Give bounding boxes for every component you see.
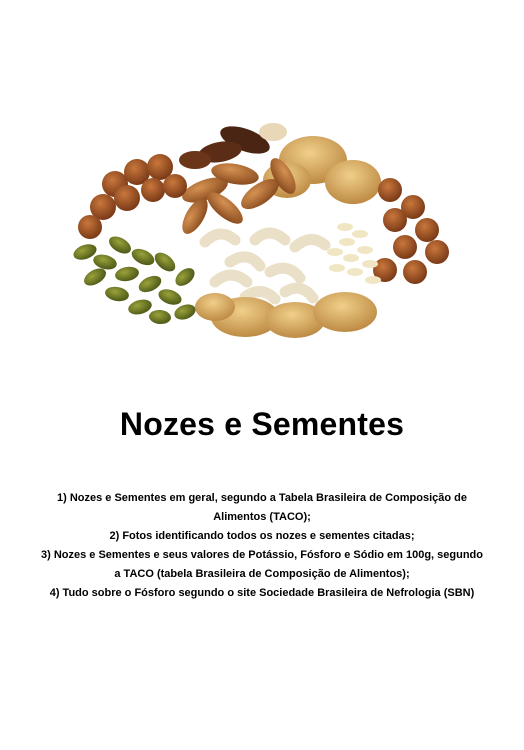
- list-item: 4) Tudo sobre o Fósforo segundo o site Sociedade Brasileira de Nefrologia (SBN): [49, 587, 475, 599]
- list-item: 3) Nozes e Sementes e seus valores de Potássio, Fósforo e Sódio em 100g, segundo a TACO (tabela Brasileira de Composição de Alimentos);: [41, 549, 483, 580]
- walnuts-front: [195, 292, 377, 338]
- pine-nuts: [327, 223, 381, 284]
- nuts-illustration: [55, 112, 469, 340]
- cashews: [205, 233, 325, 299]
- pistachios: [71, 233, 198, 325]
- nuts-photo: [55, 112, 469, 340]
- hazelnuts-left: [78, 154, 187, 239]
- page-title: Nozes e Sementes: [119, 406, 405, 442]
- contents-list: [40, 489, 484, 603]
- list-item: 2) Fotos identificando todos os nozes e sementes citadas;: [109, 530, 415, 542]
- hazelnuts-right: [373, 178, 449, 284]
- list-item: 1) Nozes e Sementes em geral, segundo a Tabela Brasileira de Composição de Alimentos (TACO);: [57, 492, 467, 523]
